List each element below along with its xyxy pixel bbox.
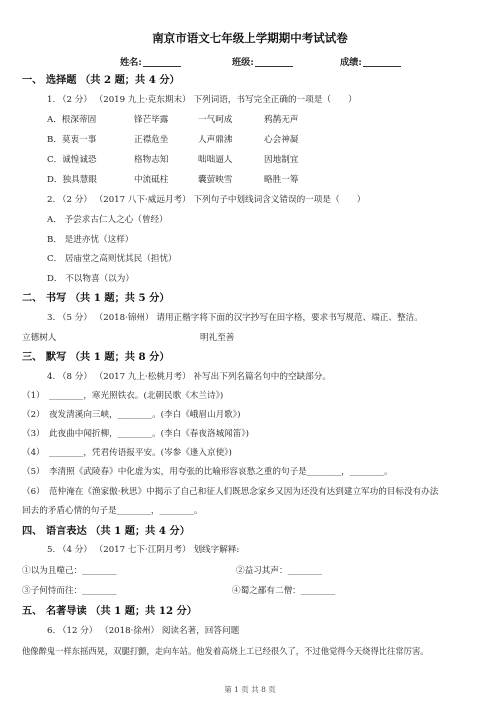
q4-line-6b: 回去的矛盾心情的句子是________，________。 (22, 506, 203, 516)
q1-option-d-word-3: 囊萤映雪 (198, 175, 233, 185)
q1-option-b-word-2: 正襟危坐 (134, 135, 169, 145)
q4-line-1: （1） ________，寒光照铁衣。(北朝民歌《木兰诗》) (22, 391, 224, 401)
q1-option-a-word-4: 鸦鹊无声 (264, 115, 299, 125)
question-4-stem: 4. （8 分） （2017 九上·松桃月考） 补写出下列名篇名句中的空缺部分。 (47, 372, 331, 382)
question-2-stem: 2. （2 分） （2017 八下·威远月考） 下列句子中划线词含义错误的一项是（ ） (47, 195, 366, 205)
class-field (232, 57, 293, 67)
q4-line-3: （3） 此夜曲中闻折柳，________。(李白《春夜洛城闻笛》) (22, 429, 250, 439)
q4-line-5: （5） 李清照《武陵春》中化虚为实，用夸张的比喻形容哀愁之重的句子是________，________。 (22, 467, 393, 477)
copy-phrase-1: 立德树人 (22, 333, 57, 343)
copy-phrase-2: 明礼至善 (200, 333, 235, 343)
q1-option-d-word-4: 略胜一筹 (264, 175, 299, 185)
q1-option-a-word-2: 锋芒毕露 (134, 115, 169, 125)
q1-option-b-word-4: 心会神凝 (264, 135, 299, 145)
q1-option-c-word-4: 因地制宜 (264, 155, 299, 165)
q2-option-b: B． 是进亦忧（这样） (47, 235, 134, 245)
q4-line-2: （2） 夜发清溪向三峡，________。(李白《峨眉山月歌》) (22, 410, 241, 420)
score-field (340, 57, 401, 67)
page-title: 南京市语文七年级上学期期中考试试卷 (152, 31, 348, 45)
q5-item-4: ④蜀之鄙有二僧：________ (232, 586, 336, 596)
section-heading-recitation: 三、 默写 （共 1 题；共 8 分） (22, 351, 170, 363)
question-1-stem: 1. （2 分） （2019 九上·克东期末） 下列词语，书写完全正确的一项是（ ） (47, 95, 357, 105)
q5-item-2: ②益习其声：________ (236, 566, 322, 576)
question-3-stem: 3. （5 分） （2018·锦州） 请用正楷字将下面的汉字抄写在田字格，要求书写规范、端正、整洁。 (47, 313, 423, 323)
q2-option-d: D． 不以物喜（以为） (47, 274, 134, 284)
q1-option-c-word-3: 咄咄逼人 (198, 155, 233, 165)
q1-option-b-word-1: B．莫衷一事 (47, 135, 97, 145)
class-blank (255, 57, 293, 67)
q1-option-a-word-1: A．根深蒂固 (47, 115, 97, 125)
question-6-stem: 6. （12 分） （2018·徐州） 阅读名著，回答问题 (47, 626, 240, 636)
q2-option-a: A． 予尝求古仁人之心（曾经） (47, 215, 168, 225)
q1-option-d-word-2: 中流砥柱 (134, 175, 169, 185)
q5-item-1: ①以为且噬己：________ (22, 566, 117, 576)
question-5-stem: 5. （4 分） （2017 七下·江阴月考） 划线字解释: (47, 545, 240, 555)
section-heading-choice: 一、 选择题 （共 2 题；共 4 分） (22, 74, 180, 86)
section-heading-classics: 五、 名著导读 （共 1 题；共 12 分） (22, 605, 197, 617)
q1-option-b-word-3: 人声鼎沸 (198, 135, 233, 145)
q1-option-c-word-2: 格物志知 (134, 155, 169, 165)
class-label: 班级: (232, 56, 254, 68)
q2-option-c: C． 居庙堂之高则忧其民（担忧） (47, 254, 177, 264)
score-label: 成绩: (340, 56, 362, 68)
q4-line-6a: （6） 范仲淹在《渔家傲·秋思》中揭示了自己和征人们既思念家乡又因为还没有达到建立军功的目标没有办法 (22, 487, 439, 497)
section-heading-writing: 二、 书写 （共 1 题；共 5 分） (22, 292, 170, 304)
q6-passage: 他像醉鬼一样东摇西晃，双腿打颤，走向车站。他发着高烧上工已经很久了，不过他觉得今天烧得比往常厉害。 (22, 646, 429, 656)
q5-item-3: ③子何恃而往：________ (22, 586, 117, 596)
name-label: 姓名: (120, 56, 142, 68)
page-footer: 第 1 页 共 8 页 (224, 685, 276, 694)
name-blank (143, 57, 181, 67)
name-field (120, 57, 181, 67)
section-heading-language: 四、 语言表达 （共 1 题；共 4 分） (22, 525, 190, 537)
score-blank (363, 57, 401, 67)
q1-option-a-word-3: 一气呵成 (198, 115, 233, 125)
q1-option-d-word-1: D．独具慧眼 (47, 175, 97, 185)
q4-line-4: （4） ________，凭君传语报平安。(岑参《逢入京使》) (22, 448, 232, 458)
q1-option-c-word-1: C．诚惶诚恐 (47, 155, 97, 165)
